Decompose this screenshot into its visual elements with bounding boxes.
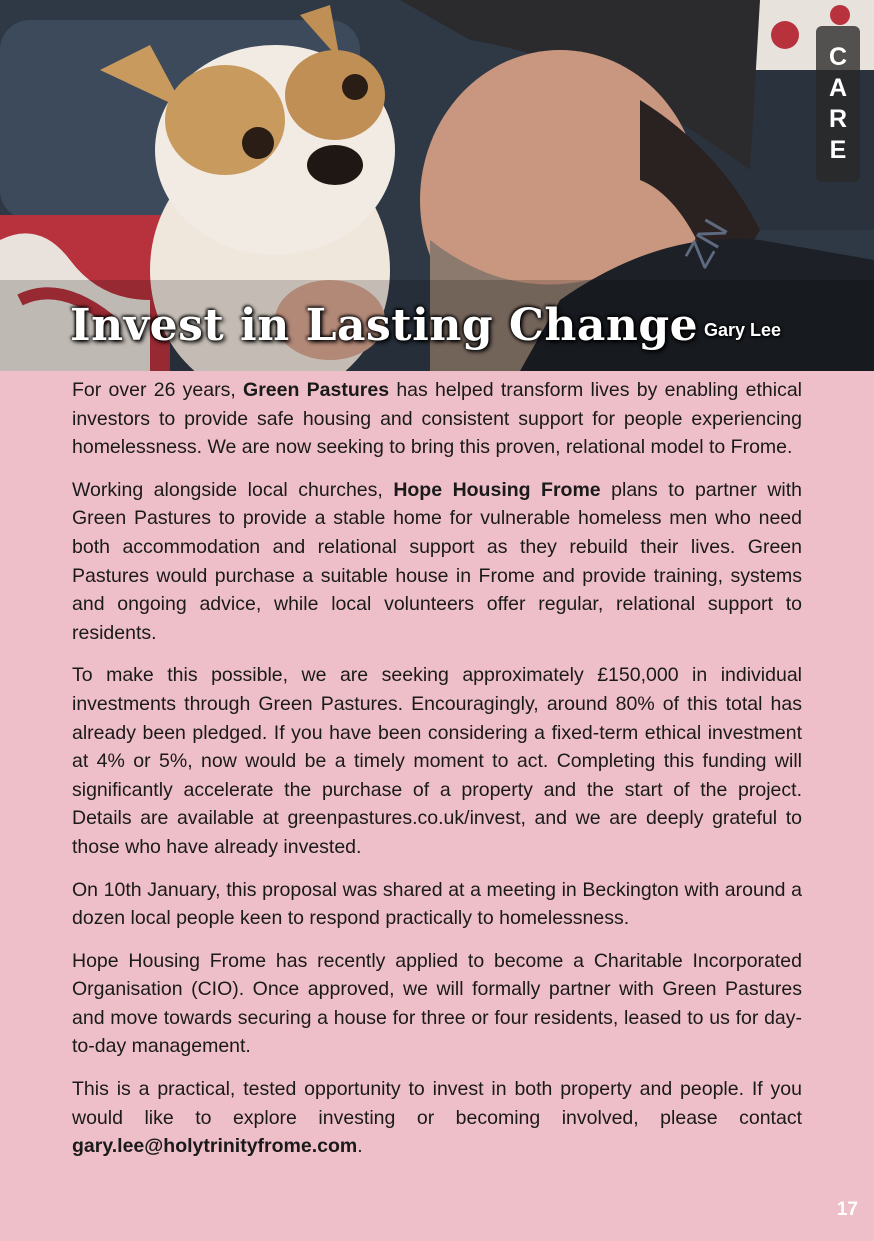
paragraph-text: plans to partner with Green Pastures to provide a stable home for vulnerable homeless men who need both accommodation and relational support as they rebuild their lives. Green Pastures would purchase a suitable house in Frome and provide training, systems and ongoing advice, while local volunteers offer regular, relational support to residents. bbox=[72, 478, 803, 644]
section-tab-letter: R bbox=[828, 105, 848, 133]
article-paragraph bbox=[72, 947, 802, 1061]
bold-text: Hope Housing Frome bbox=[393, 478, 601, 501]
svg-text:ZN: ZN bbox=[676, 211, 736, 274]
page-number: 17 bbox=[836, 1199, 858, 1220]
paragraph-text: On 10th January, this proposal was shared at a meeting in Beckington with around a dozen local people keen to respond practically to homelessness. bbox=[72, 878, 802, 930]
article-author: Gary Lee bbox=[704, 320, 782, 340]
paragraph-text: Working alongside local churches, bbox=[72, 478, 394, 501]
hero-photo bbox=[0, 0, 874, 371]
paragraph-text: has helped transform lives by enabling ethical investors to provide safe housing and consistent support for people experiencing homelessness. We are now seeking to bring this proven, relational model to Frome. bbox=[72, 379, 802, 459]
article-paragraph bbox=[72, 476, 802, 648]
bold-text: gary.lee@holytrinityfrome.com bbox=[72, 1135, 358, 1158]
article-paragraph bbox=[72, 876, 802, 933]
section-tab-letter: E bbox=[829, 136, 847, 164]
section-tab-letter: C bbox=[828, 43, 848, 71]
paragraph-text: For over 26 years, bbox=[72, 379, 244, 401]
article-paragraph bbox=[72, 661, 802, 861]
section-tab-letter: A bbox=[828, 74, 848, 102]
article-paragraph bbox=[72, 1075, 802, 1161]
section-tab bbox=[816, 26, 860, 182]
paragraph-text: To make this possible, we are seeking approximately £150,000 in individual investments through Green Pastures. Encouragingly, around 80% of this total has already been pledged. If you have been considering a fixed-term ethical investment at 4% or 5%, now would be a timely moment to act. Completing this funding will significantly accelerate the purchase of a property and the start of the project. Details are available at greenpastures.co.uk/invest, and we are deeply grateful to those who have already invested. bbox=[72, 664, 802, 858]
article-paragraph bbox=[72, 376, 802, 462]
paragraph-text: . bbox=[357, 1135, 363, 1158]
paragraph-text: This is a practical, tested opportunity to invest in both property and people. If you would like to explore investing or becoming involved, please contact bbox=[72, 1078, 802, 1129]
paragraph-text: Hope Housing Frome has recently applied to become a Charitable Incorporated Organisation (CIO). Once approved, we will formally partner with Green Pastures and move towards securing a house for three or four residents, leased to us for day-to-day management. bbox=[72, 949, 802, 1058]
article-title: Invest in Lasting Change bbox=[70, 300, 699, 351]
bold-text: Green Pastures bbox=[243, 379, 390, 401]
article-body bbox=[72, 376, 802, 1175]
